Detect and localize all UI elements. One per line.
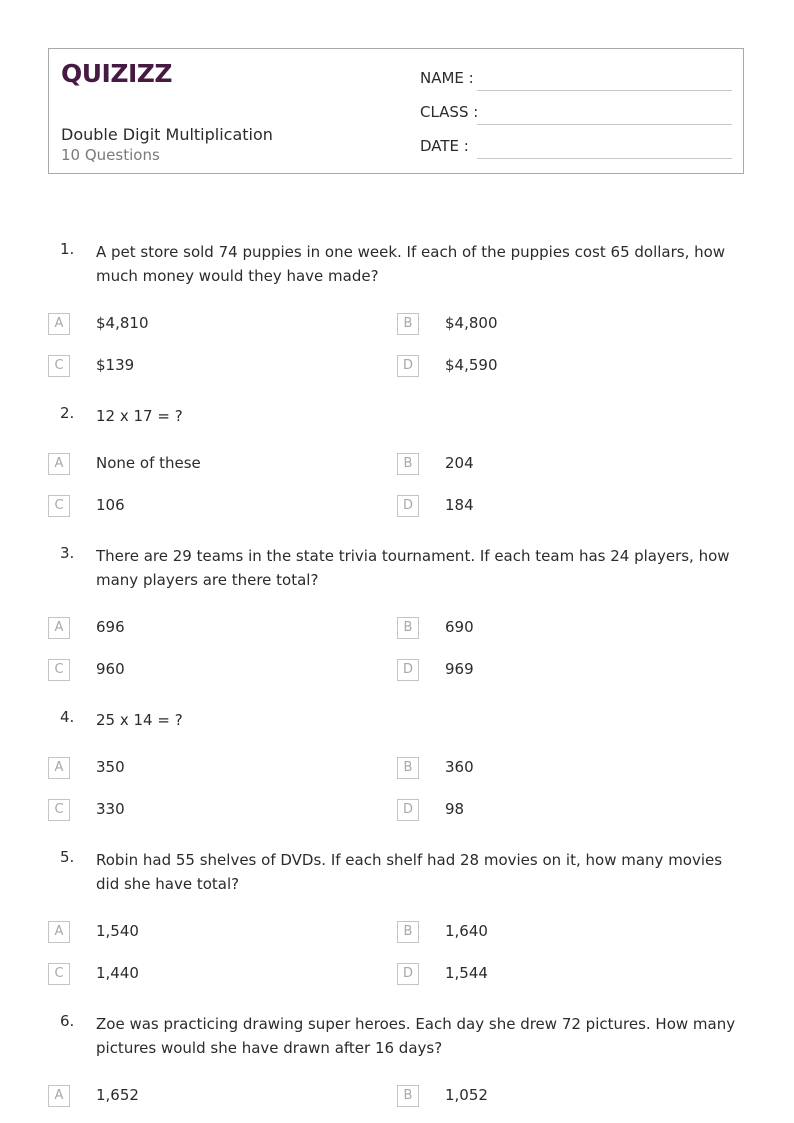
option-letter-box: A: [48, 453, 70, 475]
question-number: 1.: [60, 240, 75, 258]
question-number: 5.: [60, 848, 75, 866]
option-letter-box: D: [397, 963, 419, 985]
option-letter-box: A: [48, 757, 70, 779]
option-text: 960: [96, 660, 125, 678]
date-label: DATE :: [420, 137, 469, 155]
option-letter-box: B: [397, 617, 419, 639]
option-text: 1,652: [96, 1086, 139, 1104]
question-count: 10 Questions: [61, 146, 160, 164]
option-text: 360: [445, 758, 474, 776]
question-number: 3.: [60, 544, 75, 562]
option-letter-box: D: [397, 355, 419, 377]
option-letter-box: A: [48, 617, 70, 639]
option-letter-box: C: [48, 963, 70, 985]
name-line[interactable]: [477, 90, 732, 91]
option-text: 690: [445, 618, 474, 636]
option-text: 1,052: [445, 1086, 488, 1104]
class-line[interactable]: [477, 124, 732, 125]
question-number: 4.: [60, 708, 75, 726]
option-text: $4,590: [445, 356, 498, 374]
question-text: 25 x 14 = ?: [96, 711, 183, 729]
option-text: 1,440: [96, 964, 139, 982]
option-text: 350: [96, 758, 125, 776]
option-text: 204: [445, 454, 474, 472]
option-text: $4,800: [445, 314, 498, 332]
option-text: 98: [445, 800, 465, 818]
option-text: $139: [96, 356, 135, 374]
option-text: None of these: [96, 454, 201, 472]
option-letter-box: B: [397, 921, 419, 943]
option-text: 696: [96, 618, 125, 636]
question-text: A pet store sold 74 puppies in one week. If each of the puppies cost 65 dollars, how much money would they have made?: [96, 243, 726, 285]
option-letter-box: B: [397, 757, 419, 779]
option-text: 1,540: [96, 922, 139, 940]
option-letter-box: C: [48, 355, 70, 377]
option-text: $4,810: [96, 314, 149, 332]
option-letter-box: C: [48, 799, 70, 821]
class-label: CLASS :: [420, 103, 479, 121]
option-text: 330: [96, 800, 125, 818]
option-letter-box: A: [48, 313, 70, 335]
date-line[interactable]: [477, 158, 732, 159]
option-letter-box: D: [397, 495, 419, 517]
option-text: 1,640: [445, 922, 488, 940]
question-number: 6.: [60, 1012, 75, 1030]
option-text: 184: [445, 496, 474, 514]
option-letter-box: A: [48, 921, 70, 943]
option-letter-box: C: [48, 659, 70, 681]
class-field[interactable]: [420, 103, 732, 127]
question-text: There are 29 teams in the state trivia tournament. If each team has 24 players, how many players are there total?: [96, 547, 730, 589]
option-letter-box: B: [397, 453, 419, 475]
question-text: 12 x 17 = ?: [96, 407, 183, 425]
name-field[interactable]: [420, 69, 732, 93]
option-letter-box: A: [48, 1085, 70, 1107]
option-text: 1,544: [445, 964, 488, 982]
option-letter-box: B: [397, 313, 419, 335]
date-field[interactable]: [420, 137, 732, 161]
option-letter-box: D: [397, 659, 419, 681]
worksheet-title: Double Digit Multiplication: [61, 125, 273, 144]
quizizz-logo: QUIZIZZ: [61, 59, 173, 88]
option-letter-box: B: [397, 1085, 419, 1107]
worksheet-header: [48, 48, 744, 174]
question-text: Zoe was practicing drawing super heroes. Each day she drew 72 pictures. How many pictures would she have drawn after 16 days?: [96, 1015, 736, 1057]
option-text: 106: [96, 496, 125, 514]
option-letter-box: D: [397, 799, 419, 821]
question-text: Robin had 55 shelves of DVDs. If each shelf had 28 movies on it, how many movies did she have total?: [96, 851, 723, 893]
name-label: NAME :: [420, 69, 474, 87]
question-number: 2.: [60, 404, 75, 422]
option-letter-box: C: [48, 495, 70, 517]
option-text: 969: [445, 660, 474, 678]
